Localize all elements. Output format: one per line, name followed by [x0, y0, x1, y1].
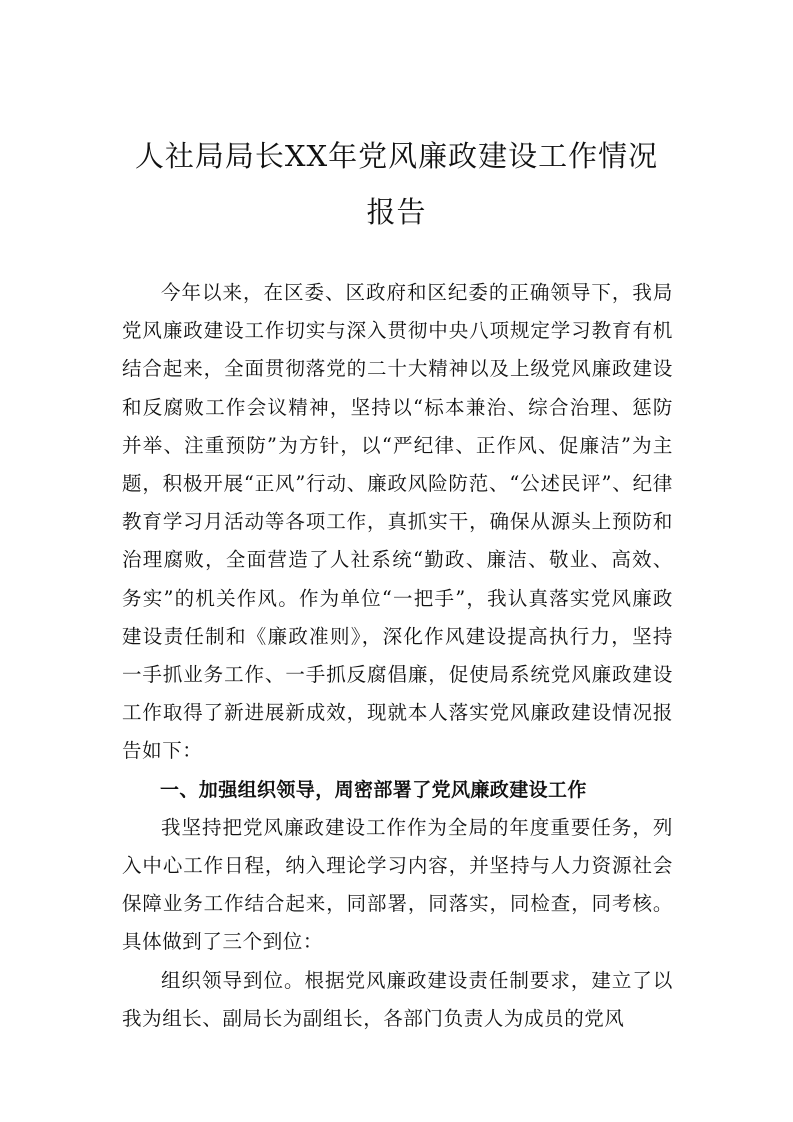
section-heading-1: 一、加强组织领导，周密部署了党风廉政建设工作 [160, 778, 587, 801]
paragraph-organization: 组织领导到位。根据党风廉政建设责任制要求，建立了以我为组长、副局长为副组长，各部门负责人为成员的党风 [122, 968, 673, 1030]
paragraph-section-1: 我坚持把党风廉政建设工作作为全局的年度重要任务，列入中心工作日程，纳入理论学习内容，并坚持与人力资源社会保障业务工作结合起来，同部署，同落实，同检查，同考核。具体做到了三个到位： [122, 815, 673, 954]
document-title: 人社局局长XX年党风廉政建设工作情况报告 [134, 139, 659, 229]
document-body [122, 274, 673, 1038]
paragraph-intro: 今年以来，在区委、区政府和区纪委的正确领导下，我局党风廉政建设工作切实与深入贯彻中央八项规定学习教育有机结合起来，全面贯彻落党的二十大精神以及上级党风廉政建设和反腐败工作会议精神，坚持以“标本兼治、综合治理、惩防并举、注重预防”为方针，以“严纪律、正作风、促廉洁”为主题，积极开展“正风”行动、廉政风险防范、“公述民评”、纪律教育学习月活动等各项工作，真抓实干，确保从源头上预防和治理腐败，全面营造了人社系统“勤政、廉洁、敬业、高效、务实”的机关作风。作为单位“一把手”，我认真落实党风廉政建设责任制和《廉政准则》，深化作风建设提高执行力，坚持一手抓业务工作、一手抓反腐倡廉，促使局系统党风廉政建设工作取得了新进展新成效，现就本人落实党风廉政建设情况报告如下： [122, 281, 673, 763]
